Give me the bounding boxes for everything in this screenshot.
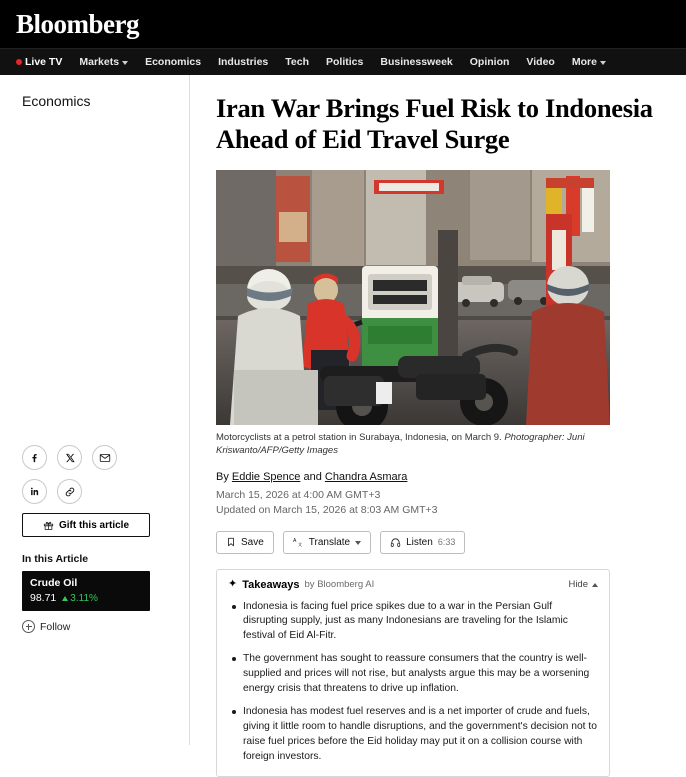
nav-label: Businessweek bbox=[380, 56, 453, 68]
primary-navigation bbox=[0, 48, 686, 75]
takeaways-hide-button[interactable] bbox=[568, 579, 598, 590]
link-icon bbox=[64, 486, 76, 498]
nav-label: Live TV bbox=[25, 56, 63, 68]
ticker-change bbox=[62, 593, 98, 604]
svg-text:文: 文 bbox=[297, 541, 302, 547]
article-column bbox=[190, 75, 686, 762]
ticker-card-crude-oil[interactable] bbox=[22, 571, 150, 611]
gift-article-button[interactable] bbox=[22, 513, 150, 537]
nav-label: Tech bbox=[285, 56, 310, 68]
takeaways-panel bbox=[216, 569, 610, 777]
copy-link-button[interactable] bbox=[57, 479, 82, 504]
email-share-button[interactable] bbox=[92, 445, 117, 470]
left-rail bbox=[0, 75, 190, 745]
page-title: Iran War Brings Fuel Risk to Indonesia Ahead of Eid Travel Surge bbox=[216, 93, 653, 154]
linkedin-share-button[interactable] bbox=[22, 479, 47, 504]
section-label[interactable]: Economics bbox=[22, 93, 91, 109]
listen-button[interactable] bbox=[380, 531, 465, 554]
nav-label: Economics bbox=[145, 56, 202, 68]
updated-timestamp: Updated on March 15, 2026 at 8:03 AM GMT+3 bbox=[216, 504, 438, 517]
plus-circle-icon bbox=[22, 620, 35, 633]
svg-text:A: A bbox=[292, 537, 297, 544]
nav-label: Opinion bbox=[469, 56, 510, 68]
takeaways-title-group bbox=[228, 579, 374, 591]
in-this-article-label: In this Article bbox=[22, 553, 89, 565]
arrow-up-icon bbox=[62, 596, 68, 601]
nav-label: Video bbox=[526, 56, 555, 68]
gift-article-label: Gift this article bbox=[58, 519, 129, 531]
ticker-name: Crude Oil bbox=[30, 577, 78, 589]
share-block bbox=[22, 445, 162, 633]
listen-duration: 6:33 bbox=[437, 537, 456, 548]
email-icon bbox=[99, 452, 111, 464]
image-caption bbox=[216, 432, 610, 458]
facebook-share-button[interactable] bbox=[22, 445, 47, 470]
follow-label: Follow bbox=[40, 620, 71, 633]
masthead bbox=[0, 0, 686, 48]
list-item: Indonesia is facing fuel price spikes due to a war in the Persian Gulf disrupting supply, just as many Indonesians are traveling for the Islamic festival of Eid Al-Fitr. bbox=[243, 600, 598, 645]
nav-label: Industries bbox=[218, 56, 269, 68]
caption-credit: Photographer: Juni Kriswanto/AFP/Getty Images bbox=[216, 432, 585, 457]
chevron-down-icon bbox=[355, 541, 361, 545]
ticker-price: 98.71 bbox=[30, 592, 57, 604]
nav-item-live-tv[interactable] bbox=[16, 56, 62, 68]
author-link-1[interactable]: Eddie Spence bbox=[231, 471, 301, 484]
chevron-down-icon bbox=[122, 61, 128, 65]
translate-icon bbox=[293, 537, 304, 548]
nav-label: Politics bbox=[326, 56, 364, 68]
takeaways-attribution: by Bloomberg AI bbox=[304, 579, 375, 591]
byline-prefix: By bbox=[216, 471, 232, 484]
nav-label: Markets bbox=[79, 56, 120, 68]
takeaways-header bbox=[228, 579, 598, 591]
byline-separator: and bbox=[300, 471, 325, 484]
article-actions bbox=[216, 531, 664, 554]
page-body bbox=[0, 75, 686, 762]
bloomberg-logo[interactable]: Bloomberg bbox=[16, 8, 139, 39]
listen-label: Listen bbox=[406, 536, 433, 548]
translate-label: Translate bbox=[308, 536, 351, 548]
nav-item-more[interactable] bbox=[572, 56, 606, 68]
linkedin-icon bbox=[29, 486, 40, 497]
nav-item-industries[interactable] bbox=[218, 56, 268, 68]
live-dot-icon bbox=[16, 59, 22, 65]
share-row-primary bbox=[22, 445, 162, 470]
sparkle-icon: ✦ bbox=[228, 578, 238, 591]
facebook-icon bbox=[29, 452, 40, 463]
chevron-down-icon bbox=[600, 61, 606, 65]
x-share-button[interactable] bbox=[57, 445, 82, 470]
bookmark-icon bbox=[226, 537, 236, 547]
share-row-secondary bbox=[22, 479, 162, 504]
nav-item-opinion[interactable] bbox=[470, 56, 510, 68]
save-button[interactable] bbox=[216, 531, 274, 554]
nav-label: More bbox=[571, 56, 597, 68]
nav-item-tech[interactable] bbox=[285, 56, 309, 68]
nav-item-economics[interactable] bbox=[145, 56, 201, 68]
chevron-up-icon bbox=[592, 583, 598, 587]
dateline bbox=[216, 488, 664, 518]
hide-label: Hide bbox=[568, 579, 588, 591]
nav-item-video[interactable] bbox=[526, 56, 554, 68]
gift-icon bbox=[43, 520, 54, 531]
x-twitter-icon bbox=[65, 453, 75, 463]
list-item: The government has sought to reassure consumers that the country is well-supplied and prices will not rise, but analysts argue this may be a worsening energy crisis that threatens to drive up inflation. bbox=[243, 652, 598, 697]
petrol-station-photo bbox=[216, 170, 610, 425]
list-item: Indonesia has modest fuel reserves and is a net importer of crude and fuels, giving it little room to handle disruptions, and the government's decision not to raise fuel prices before the Eid holiday may put it on a collision course with foreign investors. bbox=[243, 705, 598, 765]
nav-item-businessweek[interactable] bbox=[380, 56, 452, 68]
headphones-icon bbox=[390, 537, 401, 548]
nav-item-politics[interactable] bbox=[326, 56, 363, 68]
takeaways-list bbox=[228, 600, 598, 765]
save-label: Save bbox=[241, 536, 264, 548]
published-timestamp: March 15, 2026 at 4:00 AM GMT+3 bbox=[216, 489, 381, 502]
ticker-values bbox=[30, 592, 142, 604]
follow-button[interactable] bbox=[22, 620, 162, 633]
caption-text: Motorcyclists at a petrol station in Surabaya, Indonesia, on March 9. bbox=[216, 432, 502, 444]
author-link-2[interactable]: Chandra Asmara bbox=[324, 471, 408, 484]
article-hero-image bbox=[216, 170, 610, 425]
ticker-change-value: 3.11% bbox=[70, 592, 98, 604]
takeaways-title: Takeaways bbox=[242, 578, 300, 591]
byline bbox=[216, 471, 664, 483]
nav-item-markets[interactable] bbox=[79, 56, 128, 68]
translate-button[interactable] bbox=[283, 531, 371, 554]
